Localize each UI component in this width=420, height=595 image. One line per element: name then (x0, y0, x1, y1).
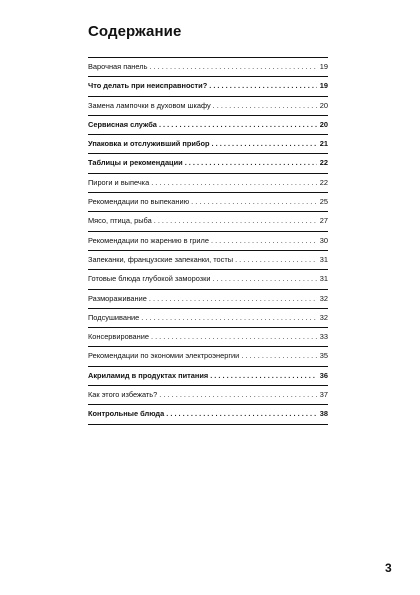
toc-entry-page: 19 (319, 62, 328, 71)
toc-entry[interactable] (88, 174, 328, 193)
toc-entry[interactable] (88, 77, 328, 96)
toc-entry-label: Контрольные блюда (88, 409, 165, 419)
toc-leader-dots (241, 347, 316, 365)
toc-leader-dots (211, 232, 317, 250)
toc-entry-label: Таблицы и рекомендации (88, 158, 183, 168)
toc-entry[interactable] (88, 232, 328, 251)
toc-entry-page: 19 (319, 81, 328, 91)
toc-entry[interactable] (88, 309, 328, 328)
toc-entry[interactable] (88, 154, 328, 173)
toc-leader-dots (141, 309, 316, 327)
toc-entry-label: Размораживание (88, 293, 147, 303)
toc-entry-page: 33 (319, 332, 328, 342)
toc-leader-dots (191, 193, 317, 211)
toc-entry[interactable] (88, 212, 328, 231)
toc-entry[interactable] (88, 251, 328, 270)
toc-entry[interactable] (88, 58, 328, 77)
toc-entry-label: Варочная панель (88, 62, 148, 71)
toc-entry-page: 30 (319, 235, 328, 245)
toc-entry[interactable] (88, 328, 328, 347)
page-title: Содержание (88, 23, 182, 40)
toc-entry-label: Консервирование (88, 332, 149, 342)
toc-entry-page: 38 (319, 409, 328, 419)
page-number: 3 (385, 561, 392, 575)
toc-entry-page: 21 (319, 139, 328, 149)
toc-leader-dots (149, 58, 316, 76)
toc-entry-label: Упаковка и отслуживший прибор (88, 139, 210, 149)
toc-entry-label: Пироги и выпечка (88, 177, 150, 187)
toc-entry-page: 35 (319, 351, 328, 361)
toc-entry[interactable] (88, 290, 328, 309)
toc-leader-dots (213, 97, 317, 115)
toc-leader-dots (166, 405, 317, 423)
toc-leader-dots (210, 367, 317, 385)
toc-entry-page: 36 (319, 370, 328, 380)
toc-entry-label: Как этого избежать? (88, 390, 158, 400)
toc-entry-label: Рекомендации по экономии электроэнергии (88, 351, 240, 361)
toc-leader-dots (235, 251, 317, 269)
toc-entry-page: 27 (319, 216, 328, 226)
toc-entry[interactable] (88, 367, 328, 386)
toc-leader-dots (159, 386, 316, 404)
toc-entry[interactable] (88, 347, 328, 366)
toc-entry-page: 20 (319, 119, 328, 129)
toc-entry-label: Запеканки, французские запеканки, тосты (88, 254, 234, 264)
toc-entry-label: Мясо, птица, рыба (88, 216, 152, 226)
toc-leader-dots (159, 116, 317, 134)
toc-entry-page: 25 (319, 197, 328, 207)
toc-leader-dots (213, 270, 317, 288)
toc-entry[interactable] (88, 386, 328, 405)
toc-entry[interactable] (88, 135, 328, 154)
toc-entry[interactable] (88, 270, 328, 289)
toc-entry-page: 22 (319, 177, 328, 187)
toc-entry-page: 31 (319, 274, 328, 284)
toc-leader-dots (151, 328, 317, 346)
toc-entry-label: Рекомендации по выпеканию (88, 197, 190, 207)
toc-entry-label: Подсушивание (88, 312, 140, 322)
toc-entry[interactable] (88, 97, 328, 116)
toc-leader-dots (209, 77, 317, 95)
toc-entry-page: 31 (319, 254, 328, 264)
toc-entry-label: Сервисная служба (88, 119, 157, 129)
toc-leader-dots (151, 174, 317, 192)
toc-entry-label: Рекомендации по жарению в гриле (88, 235, 209, 245)
toc-leader-dots (154, 212, 317, 230)
toc-entry[interactable] (88, 405, 328, 424)
toc-entry-label: Что делать при неисправности? (88, 81, 208, 91)
toc-leader-dots (185, 154, 317, 172)
table-of-contents (88, 57, 328, 425)
toc-entry[interactable] (88, 116, 328, 135)
toc-entry-page: 37 (319, 390, 328, 400)
toc-entry-label: Акриламид в продуктах питания (88, 370, 209, 380)
toc-entry-page: 32 (319, 293, 328, 303)
toc-entry-page: 20 (319, 100, 328, 110)
toc-entry-label: Готовые блюда глубокой заморозки (88, 274, 211, 284)
toc-entry-label: Замена лампочки в духовом шкафу (88, 100, 211, 110)
toc-entry[interactable] (88, 193, 328, 212)
toc-entry-page: 22 (319, 158, 328, 168)
toc-leader-dots (212, 135, 317, 153)
toc-entry-page: 32 (319, 312, 328, 322)
toc-leader-dots (149, 290, 317, 308)
